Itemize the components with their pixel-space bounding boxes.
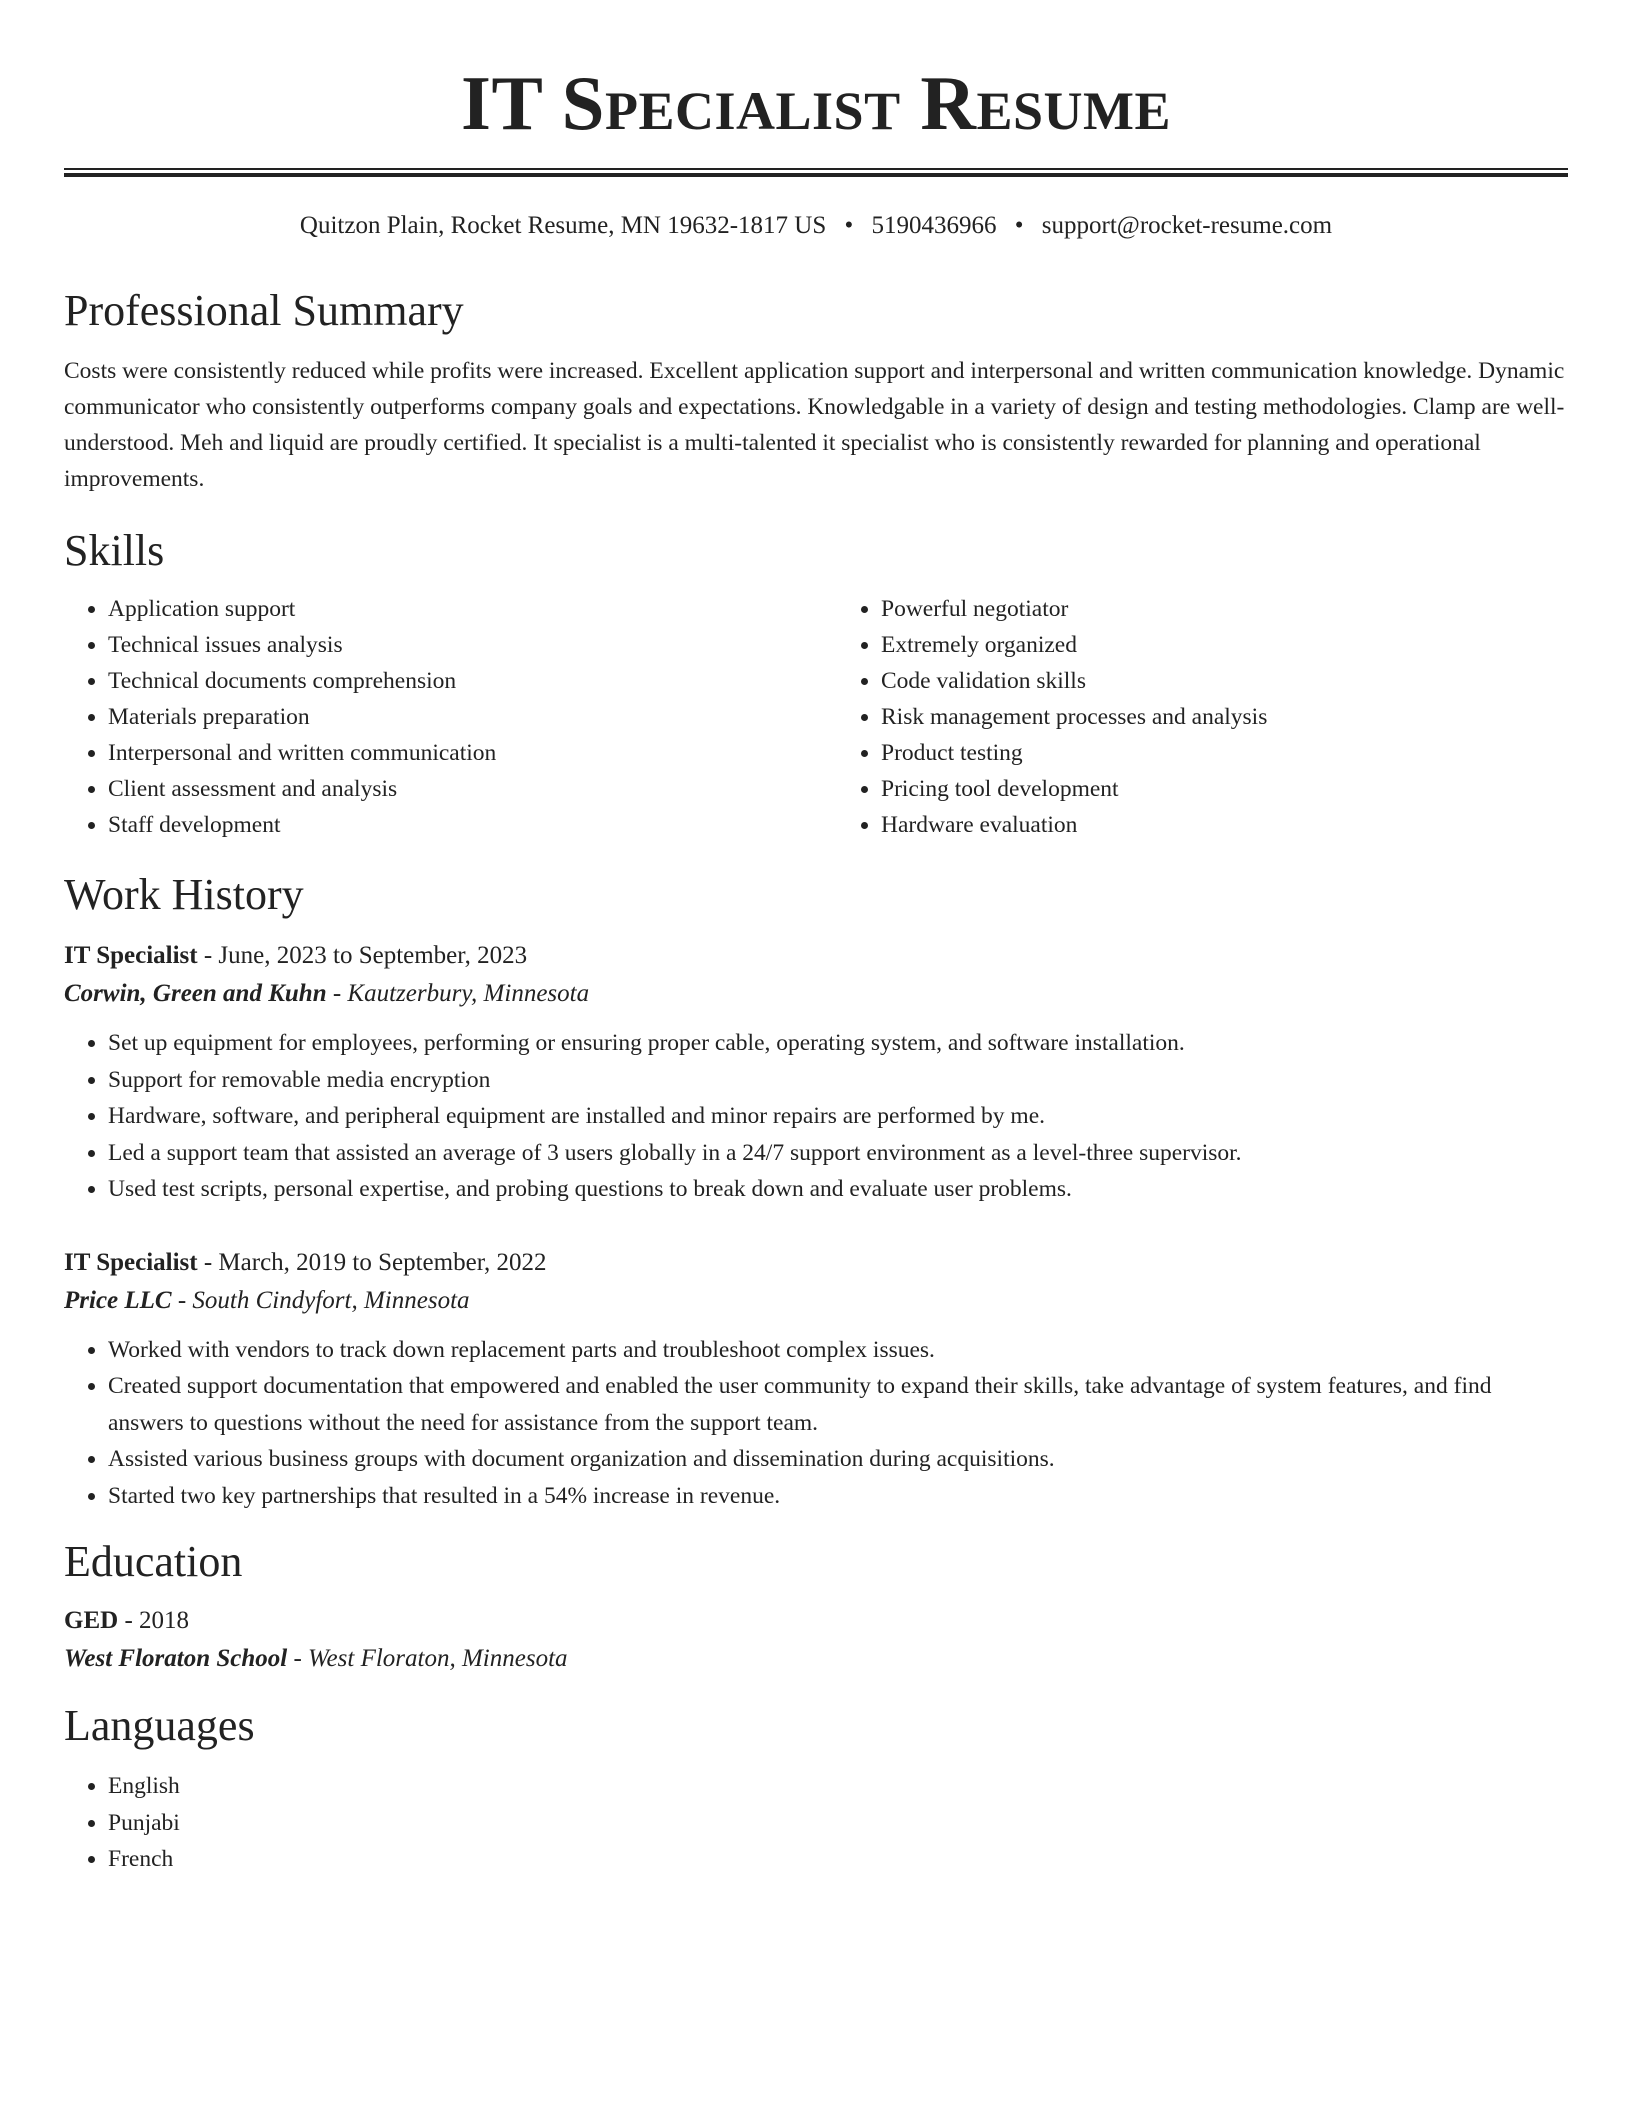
job-company-line <box>64 1282 1568 1320</box>
skills-heading: Skills <box>64 526 165 575</box>
job-entry <box>64 937 1568 1208</box>
languages-list <box>64 1768 1568 1878</box>
skill-item: • Pricing tool development <box>881 771 1568 807</box>
degree: GED <box>64 1607 119 1634</box>
job-bullet: • Support for removable media encryption <box>108 1062 1568 1099</box>
language-item: • Punjabi <box>108 1805 1568 1842</box>
contact-line <box>64 211 1568 241</box>
school-line <box>64 1640 1568 1678</box>
language-item: • English <box>108 1768 1568 1805</box>
job-title: IT Specialist <box>64 1248 198 1276</box>
skill-item: • Powerful negotiator <box>881 591 1568 627</box>
job-title-line <box>64 937 1568 975</box>
degree-line <box>64 1602 1568 1640</box>
skill-item: • Extremely organized <box>881 627 1568 663</box>
language-item: • French <box>108 1841 1568 1878</box>
skill-item: • Technical documents comprehension <box>108 663 795 699</box>
job-bullet: • Started two key partnerships that resulted in a 54% increase in revenue. <box>108 1478 1568 1515</box>
skill-item: • Materials preparation <box>108 699 795 735</box>
skills-column-right <box>795 591 1568 843</box>
work-history-heading: Work History <box>64 870 304 919</box>
school-location: - West Floraton, Minnesota <box>287 1645 568 1672</box>
contact-address: Quitzon Plain, Rocket Resume, MN 19632-1817 US <box>299 212 827 239</box>
education-entry <box>64 1602 1568 1678</box>
skill-item: • Application support <box>108 591 795 627</box>
skill-item: • Client assessment and analysis <box>108 771 795 807</box>
skills-column-left <box>64 591 795 843</box>
job-company: Corwin, Green and Kuhn <box>64 980 327 1007</box>
job-bullets <box>64 1025 1568 1208</box>
job-bullet: • Set up equipment for employees, performing or ensuring proper cable, operating system, and software installation. <box>108 1025 1568 1062</box>
job-location: - South Cindyfort, Minnesota <box>171 1286 470 1314</box>
skill-item: • Interpersonal and written communication <box>108 735 795 771</box>
skill-item: • Code validation skills <box>881 663 1568 699</box>
contact-separator: • <box>1014 212 1024 239</box>
skill-item: • Risk management processes and analysis <box>881 699 1568 735</box>
job-title-line <box>64 1244 1568 1282</box>
job-bullets <box>64 1332 1568 1515</box>
job-dates: - March, 2019 to September, 2022 <box>197 1248 547 1276</box>
skills-list <box>64 591 1568 843</box>
job-bullet: • Led a support team that assisted an average of 3 users globally in a 24/7 support environment as a level-three supervisor. <box>108 1135 1568 1172</box>
job-title: IT Specialist <box>64 942 198 969</box>
job-company-line <box>64 975 1568 1013</box>
skill-item: • Hardware evaluation <box>881 807 1568 843</box>
degree-year: - 2018 <box>118 1607 190 1634</box>
job-bullet: • Worked with vendors to track down replacement parts and troubleshoot complex issues. <box>108 1332 1568 1369</box>
contact-separator: • <box>844 212 854 239</box>
page-title: IT Specialist Resume <box>461 60 1171 146</box>
title-divider <box>64 168 1568 177</box>
languages-heading: Languages <box>64 1701 255 1750</box>
job-bullet: • Used test scripts, personal expertise, and probing questions to break down and evaluate user problems. <box>108 1171 1568 1208</box>
education-heading: Education <box>64 1537 243 1586</box>
contact-email: support@rocket-resume.com <box>1041 212 1333 239</box>
job-bullet: • Hardware, software, and peripheral equipment are installed and minor repairs are performed by me. <box>108 1098 1568 1135</box>
job-entry <box>64 1244 1568 1515</box>
job-location: - Kautzerbury, Minnesota <box>326 980 590 1007</box>
school-name: West Floraton School <box>64 1645 288 1672</box>
job-company: Price LLC <box>64 1286 172 1314</box>
summary-text: Costs were consistently reduced while profits were increased. Excellent application support and interpersonal and written communication knowledge. Dynamic communicator who consistently outperforms company goals and expectations. Knowledgable in a variety of design and testing methodologies. Clamp are well-understood. Meh and liquid are proudly certified. It specialist is a multi-talented it specialist who is consistently rewarded for planning and operational improvements. <box>64 358 1565 492</box>
job-dates: - June, 2023 to September, 2023 <box>197 942 528 969</box>
summary-heading: Professional Summary <box>64 286 464 335</box>
contact-phone: 5190436966 <box>871 212 997 239</box>
skill-item: • Staff development <box>108 807 795 843</box>
skill-item: • Technical issues analysis <box>108 627 795 663</box>
job-bullet: • Created support documentation that empowered and enabled the user community to expand their skills, take advantage of system features, and find answers to questions without the need for assistance from the support team. <box>108 1368 1568 1441</box>
job-bullet: • Assisted various business groups with document organization and dissemination during acquisitions. <box>108 1441 1568 1478</box>
skill-item: • Product testing <box>881 735 1568 771</box>
